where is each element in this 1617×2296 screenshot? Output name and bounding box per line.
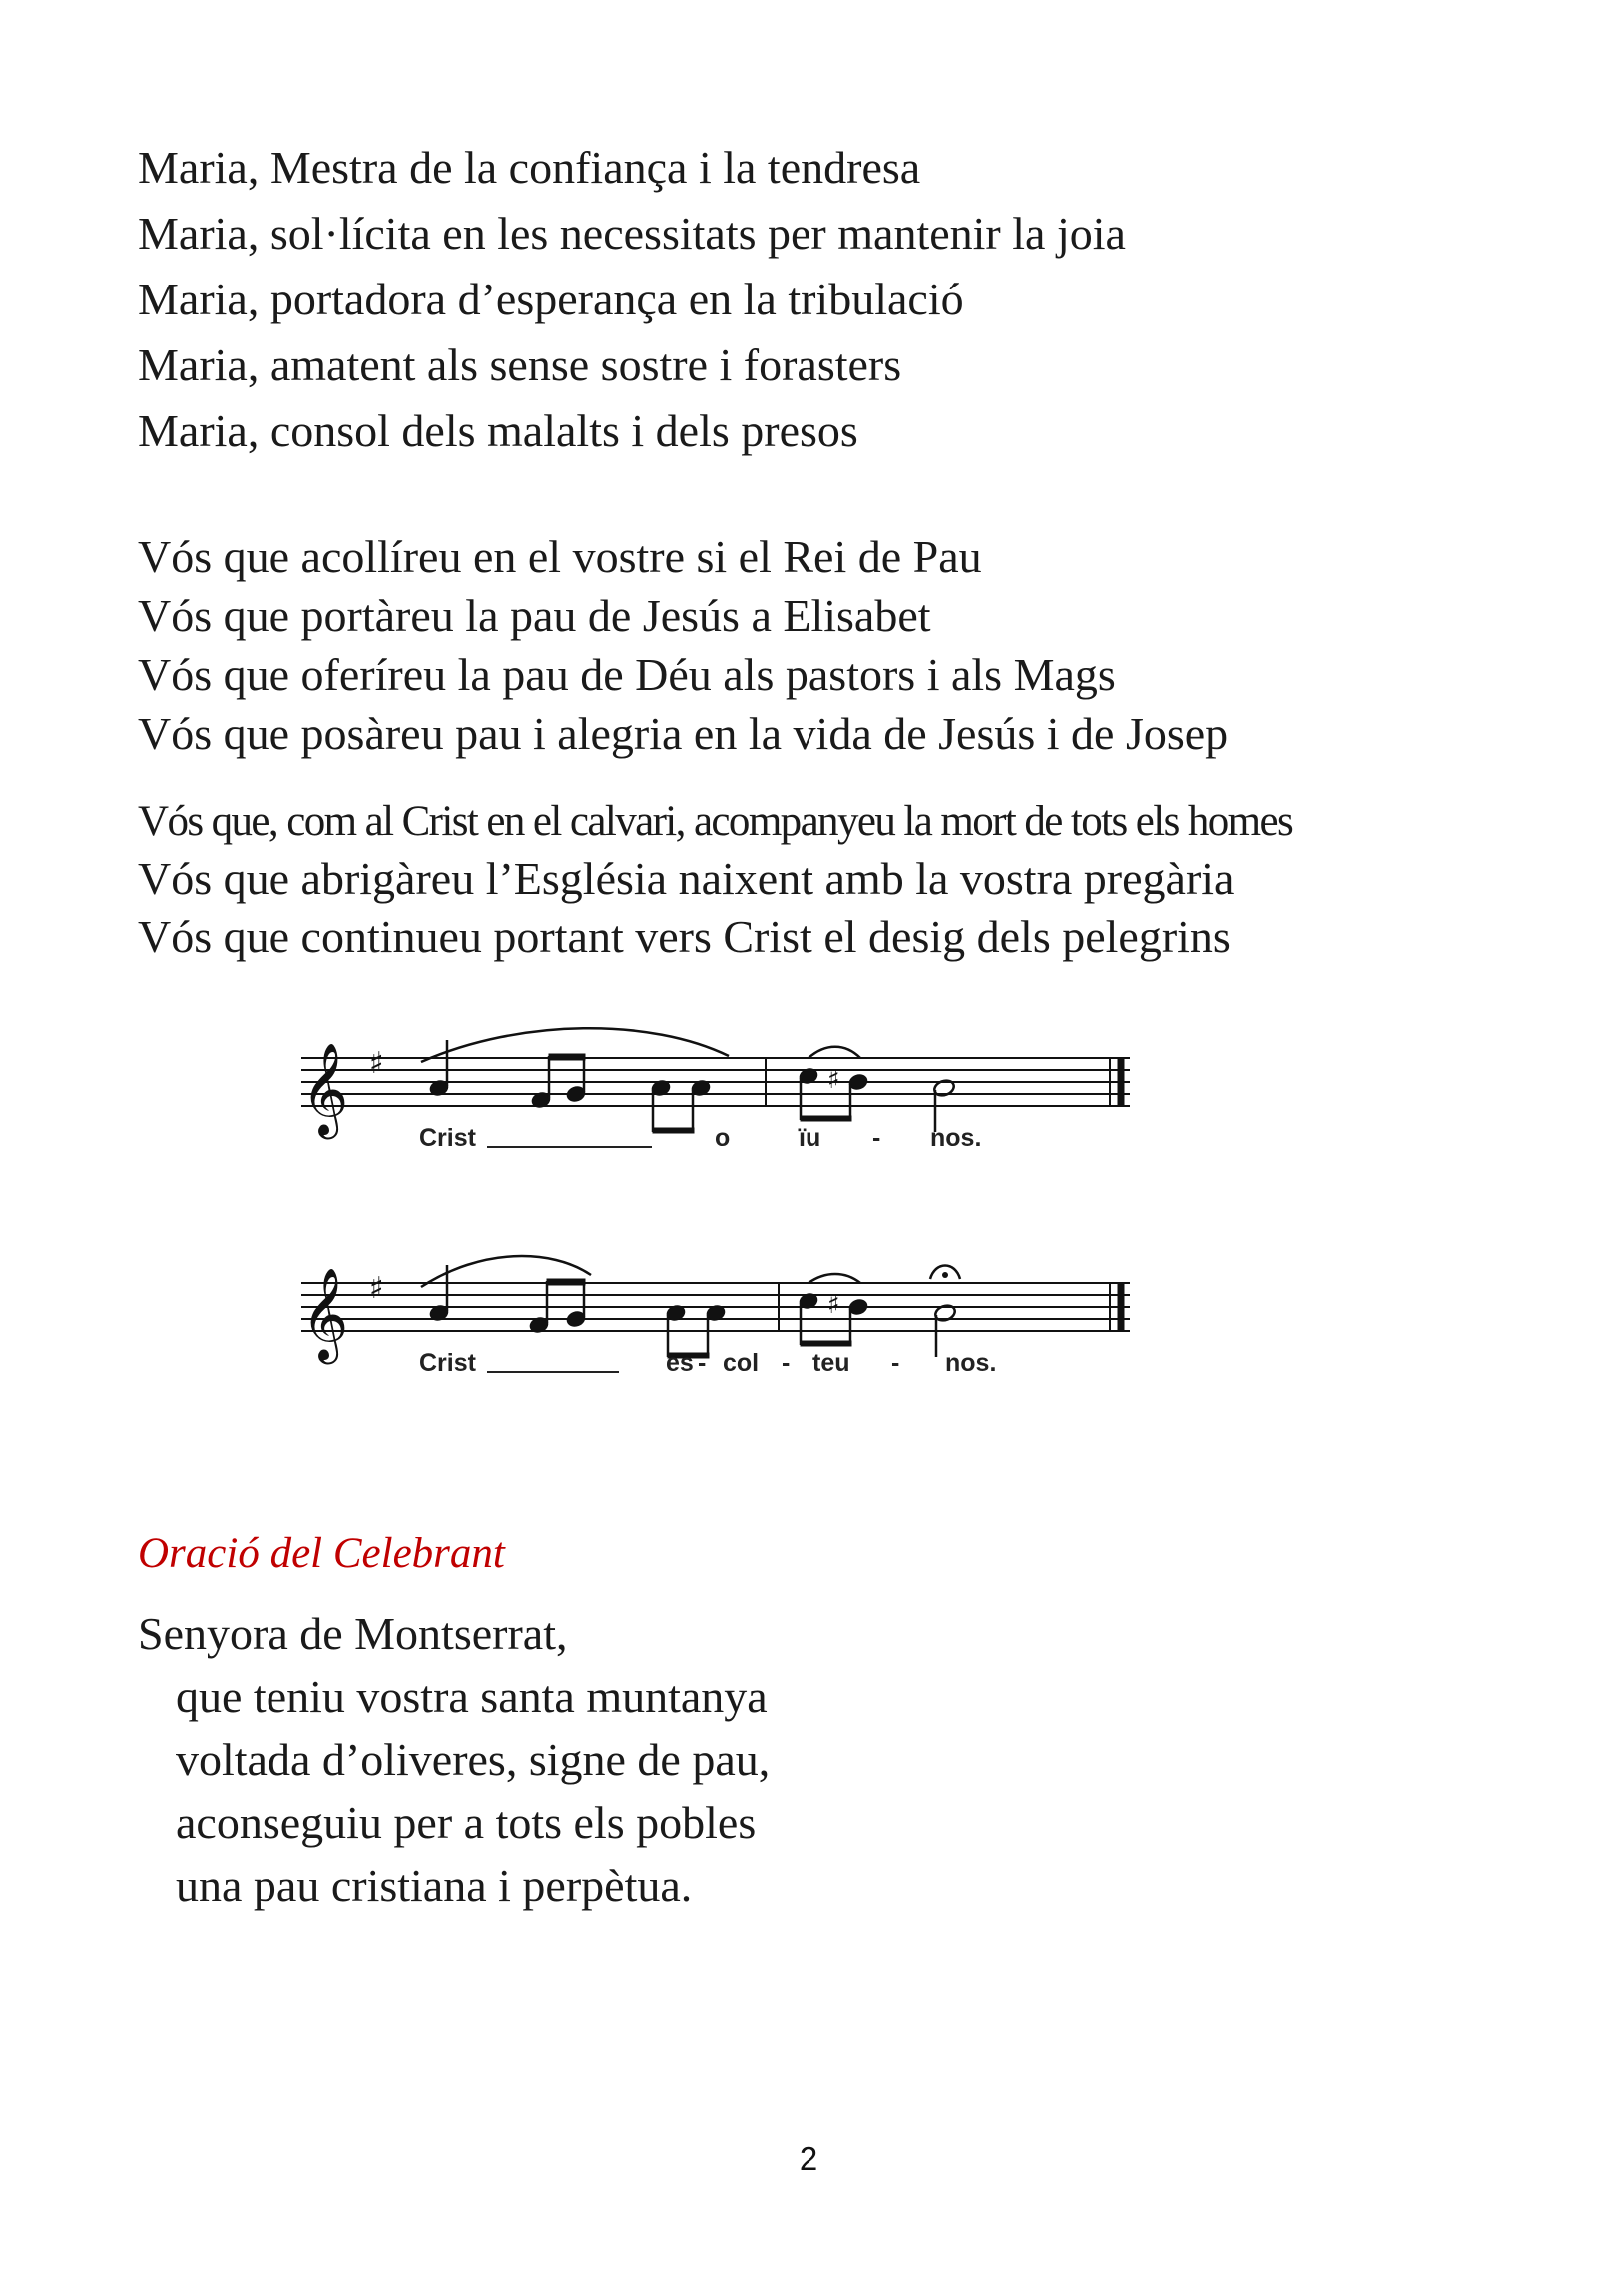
litany-line: Vós que oferíreu la pau de Déu als pastors i als Mags xyxy=(138,649,1116,700)
lyric-syllable: nos. xyxy=(945,1349,997,1377)
prayer-line: una pau cristiana i perpètua. xyxy=(176,1860,693,1911)
litany-line: Vós que posàreu pau i alegria en la vida de Jesús i de Josep xyxy=(138,708,1229,759)
litany-line: Maria, consol dels malalts i dels presos xyxy=(138,405,858,456)
prayer-line: voltada d’oliveres, signe de pau, xyxy=(176,1734,771,1785)
prayer-line: Senyora de Montserrat, xyxy=(138,1608,568,1659)
prayer-line: que teniu vostra santa muntanya xyxy=(176,1671,768,1722)
lyric-syllable: Crist xyxy=(419,1349,476,1377)
litany-maria xyxy=(138,135,1126,464)
prayer-heading: Oració del Celebrant xyxy=(138,1530,505,1577)
slur xyxy=(808,1047,860,1058)
litany-line: Vós que abrigàreu l’Església naixent amb la vostra pregària xyxy=(138,854,1235,904)
litany-vos-b xyxy=(138,793,1292,966)
svg-text:♯: ♯ xyxy=(827,1065,840,1095)
lyric-syllable: - xyxy=(872,1124,881,1152)
lyric-syllable: es xyxy=(666,1349,694,1377)
svg-text:♯: ♯ xyxy=(827,1290,840,1320)
treble-clef-icon: 𝄞 xyxy=(301,1267,349,1360)
litany-line: Vós que portàreu la pau de Jesús a Elisabet xyxy=(138,590,931,641)
litany-line: Vós que acollíreu en el vostre si el Rei de Pau xyxy=(138,531,982,582)
lyric-syllable: - xyxy=(782,1349,791,1377)
lyric-syllable: ïu xyxy=(799,1124,821,1152)
lyric-syllable: - xyxy=(698,1349,707,1377)
litany-line: Maria, amatent als sense sostre i forasters xyxy=(138,339,902,390)
fermata-dot xyxy=(942,1272,948,1278)
treble-clef-icon: 𝄞 xyxy=(301,1042,349,1135)
litany-line: Vós que, com al Crist en el calvari, acompanyeu la mort de tots els homes xyxy=(138,798,1293,845)
slur xyxy=(808,1274,860,1283)
lyric-syllable: nos. xyxy=(930,1124,982,1152)
sharp-icon: ♯ xyxy=(369,1046,384,1081)
lyric-syllable: teu xyxy=(812,1349,850,1377)
sharp-icon: ♯ xyxy=(369,1271,384,1306)
litany-vos-a xyxy=(138,527,1228,763)
lyric-syllable: col xyxy=(723,1349,760,1377)
lyric-syllable: o xyxy=(715,1124,731,1152)
music-staff-1 xyxy=(291,1018,1150,1158)
page-number: 2 xyxy=(799,2140,818,2177)
litany-line: Maria, Mestra de la confiança i la tendresa xyxy=(138,142,921,193)
litany-line: Maria, portadora d’esperança en la tribulació xyxy=(138,274,964,324)
prayer-text xyxy=(138,1602,770,1917)
melisma-line xyxy=(487,1371,619,1373)
lyric-syllable: - xyxy=(891,1349,900,1377)
prayer-line: aconseguiu per a tots els pobles xyxy=(176,1797,757,1848)
music-staff-2 xyxy=(291,1243,1150,1383)
litany-line: Maria, sol·lícita en les necessitats per mantenir la joia xyxy=(138,208,1126,259)
melisma-line xyxy=(487,1146,652,1148)
litany-line: Vós que continueu portant vers Crist el desig dels pelegrins xyxy=(138,911,1231,962)
lyric-syllable: Crist xyxy=(419,1124,476,1152)
